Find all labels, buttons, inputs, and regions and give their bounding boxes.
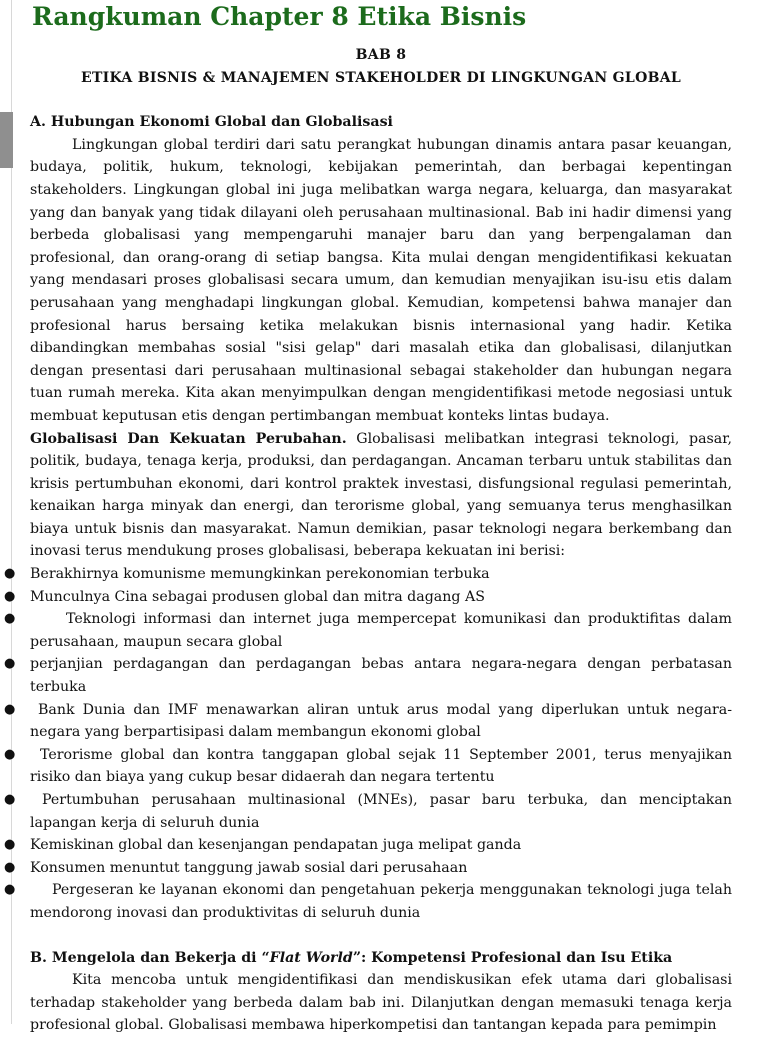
section-a-heading: A. Hubungan Ekonomi Global dan Globalisasi [30,114,393,131]
section-b-heading [30,947,732,970]
bullet-icon: ● [4,746,16,762]
list-item-text: perjanjian perdagangan dan perdagangan bebas antara negara-negara dengan perbatasan terbuka [30,656,732,696]
list-item [4,586,732,609]
list-item-text: Munculnya Cina sebagai produsen global dan mitra dagang AS [30,588,485,605]
chapter-number: BAB 8 [355,47,407,63]
globalization-lead: Globalisasi Dan Kekuatan Perubahan. [30,430,347,447]
bullet-icon: ● [4,882,16,898]
forces-list [4,563,732,925]
section-a-paragraph: Lingkungan global terdiri dari satu perangkat hubungan dinamis antara pasar keuangan, budaya, politik, hukum, teknologi, kebijakan pemerintah, dan berbagai kepentingan stakeholders. Lingkungan global ini juga melibatkan warga negara, keluarga, dan masyarakat yang dan banyak yang tidak dilayani oleh perusahaan multinasional. Bab ini hadir dimensi yang berbeda globalisasi yang mempengaruhi manajer baru dan yang berpengalaman dan profesional, dan orang-orang di setiap bangsa. Kita mulai dengan mengidentifikasi kekuatan yang mendasari proses globalisasi secara umum, dan kemudian menyajikan isu-isu etis dalam perusahaan yang menghadapi lingkungan global. Kemudian, kompetensi bahwa manajer dan profesional harus bersaing ketika melakukan bisnis internasional yang hadir. Ketika dibandingkan membahas sosial "sisi gelap" dari masalah etika dan globalisasi, dilanjutkan dengan presentasi dari perusahaan multinasional sebagai stakeholder dan hubungan negara tuan rumah mereka. Kita akan menyimpulkan dengan mengidentifikasi metode negosiasi untuk membuat keputusan etis dengan pertimbangan membuat konteks lintas budaya. [30,136,732,424]
list-item-text: Teknologi informasi dan internet juga mempercepat komunikasi dan produktifitas dalam perusahaan, maupun secara global [30,611,732,650]
bullet-icon: ● [4,611,16,627]
list-item [4,563,732,586]
list-item [4,744,732,789]
section-b-heading-italic: Flat World [269,949,353,966]
list-item [4,879,732,924]
section-b-heading-suffix: ”: Kompetensi Profesional dan Isu Etika [352,949,673,966]
list-item [4,857,732,880]
list-item [4,699,732,744]
bullet-icon: ● [4,837,16,853]
list-item [4,608,732,653]
document-body [4,44,732,1037]
globalization-text: Globalisasi melibatkan integrasi teknologi, pasar, politik, budaya, tenaga kerja, produksi, dan perdagangan. Ancaman terbaru untuk stabilitas dan krisis pertumbuhan ekonomi, dari kontrol praktek investasi, disfungsional regulasi pemerintah, kenaikan harga minyak dan energi, dan terorisme global, yang semuanya terus menghasilkan biaya untuk bisnis dan masyarakat. Namun demikian, pasar teknologi negara berkembang dan inovasi terus mendukung proses globalisasi, beberapa kekuatan ini berisi: [30,430,732,560]
list-item-text: Pertumbuhan perusahaan multinasional (MNEs), pasar baru terbuka, dan menciptakan lapangan kerja di seluruh dunia [30,792,732,831]
list-item-text: Pergeseran ke layanan ekonomi dan pengetahuan pekerja menggunakan teknologi juga telah mendorong inovasi dan produktivitas di seluruh dunia [30,882,732,921]
bullet-icon: ● [4,701,16,717]
bullet-icon: ● [4,859,16,875]
globalization-paragraph [30,428,732,564]
list-item [4,653,732,698]
list-item-text: Konsumen menuntut tanggung jawab sosial dari perusahaan [30,859,468,876]
scrollbar-thumb[interactable] [0,112,13,168]
section-b-paragraph: Kita mencoba untuk mengidentifikasi dan mendiskusikan efek utama dari globalisasi terhadap stakeholder yang berbeda dalam bab ini. Dilanjutkan dengan memasuki tenaga kerja profesional global. Globalisasi membawa hiperkompetisi dan tantangan kepada para pemimpin [30,972,732,1034]
list-item-text: Bank Dunia dan IMF menawarkan aliran untuk arus modal yang diperlukan untuk negara-negara yang berpartisipasi dalam membangun ekonomi global [30,701,732,741]
bullet-icon: ● [4,656,16,672]
bullet-icon: ● [4,792,16,807]
list-item [4,789,732,834]
bullet-icon: ● [4,566,16,582]
page-title: Rangkuman Chapter 8 Etika Bisnis [32,2,527,31]
bullet-icon: ● [4,588,16,604]
list-item-text: Terorisme global dan kontra tanggapan global sejak 11 September 2001, terus menyajikan risiko dan biaya yang cukup besar didaerah dan negara tertentu [30,746,732,786]
list-item-text: Berakhirnya komunisme memungkinkan perekonomian terbuka [30,566,490,583]
list-item-text: Kemiskinan global dan kesenjangan pendapatan juga melipat ganda [30,837,522,854]
section-b-heading-prefix: B. Mengelola dan Bekerja di “ [30,949,270,966]
list-item [4,834,732,857]
chapter-subtitle: ETIKA BISNIS & MANAJEMEN STAKEHOLDER DI LINGKUNGAN GLOBAL [80,69,682,86]
